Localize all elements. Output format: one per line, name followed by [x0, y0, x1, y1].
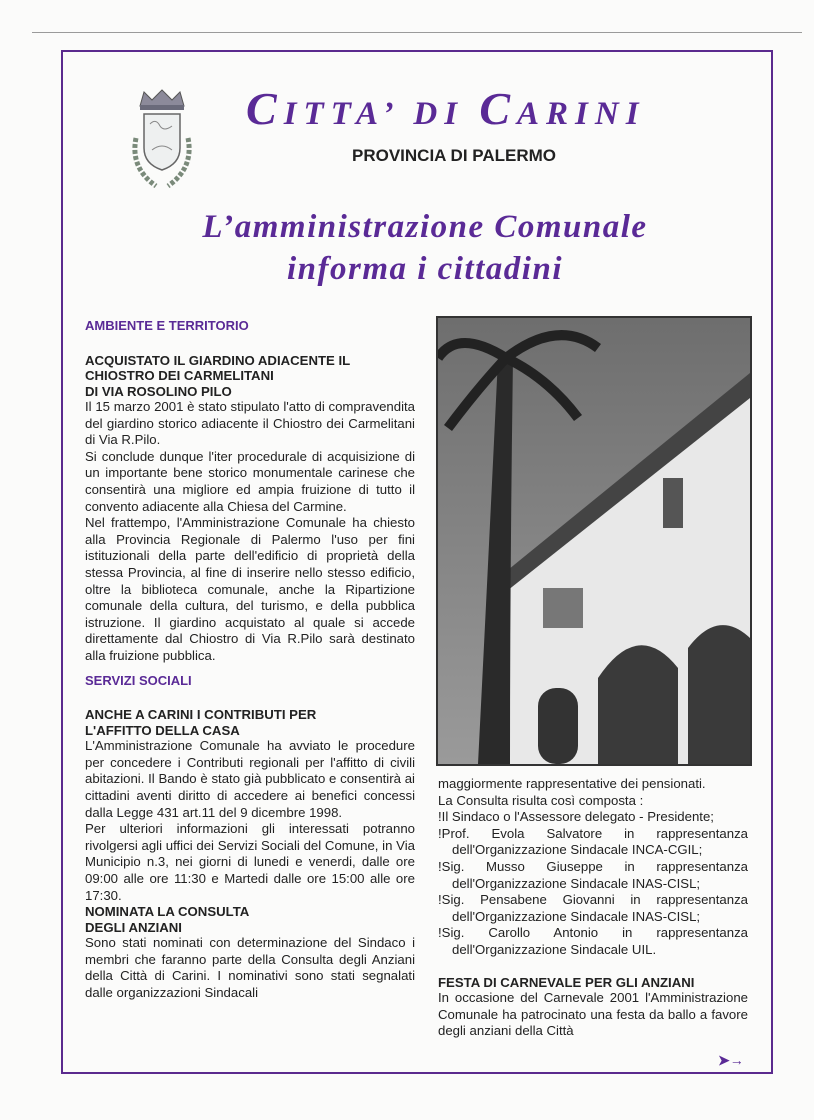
paragraph: Il 15 marzo 2001 è stato stipulato l'atto di compravendita del giardino storico adiacente il Chiostro dei Carmelitani di Via R.Pilo. [85, 399, 415, 448]
paragraph: In occasione del Carnevale 2001 l'Amministrazione Comunale ha patrocinato una festa da ballo a favore degli anziani della Città [438, 990, 748, 1039]
paragraph: Nel frattempo, l'Amministrazione Comunale ha chiesto alla Provincia Regionale di Palermo l'uso per fini istituzionali della parte dell'edificio di proprietà della stessa Provincia, al fine di inserire nello stesso edificio, oltre la biblioteca comunale, anche la Ripartizione comunale della cultura, del turismo, e della pubblica istruzione. Il giardino acquistato al quale si accede direttamente dal Chiostro di Via R.Pilo sarà destinato alla fruizione pubblica. [85, 515, 415, 663]
headline-line: informa i cittadini [286, 251, 564, 287]
coat-of-arms-icon [126, 88, 198, 194]
article-title: ANCHE A CARINI I CONTRIBUTI PER [85, 707, 317, 723]
paragraph: Si conclude dunque l'iter procedurale di acquisizione di un importante bene storico monumentale carinese che consentirà una migliore ed ampia fruizione di tutto il convento adiacente alla Chiesa del Carmine. [85, 448, 415, 514]
paragraph: maggiormente rappresentative dei pensionati. [438, 776, 706, 791]
article-title: DI VIA ROSOLINO PILO [85, 383, 232, 399]
article-title: CHIOSTRO DEI CARMELITANI [85, 368, 274, 384]
list-item: !Sig. Carollo Antonio in rappresentanza dell'Organizzazione Sindacale UIL. [438, 925, 748, 957]
cloister-photo [436, 316, 752, 766]
list-item: !Prof. Evola Salvatore in rappresentanza dell'Organizzazione Sindacale INCA-CGIL; [438, 825, 748, 858]
province-subtitle: PROVINCIA DI PALERMO [352, 146, 557, 165]
paragraph: La Consulta risulta così composta : [438, 792, 644, 808]
article-title: DEGLI ANZIANI [85, 919, 182, 935]
section-heading: SERVIZI SOCIALI [85, 672, 192, 688]
article-title: NOMINATA LA CONSULTA [85, 904, 250, 920]
list-item: !Sig. Pensabene Giovanni in rappresentanza dell'Organizzazione Sindacale INAS-CISL; [438, 892, 748, 924]
paragraph: L'Amministrazione Comunale ha avviato le procedure per concedere i Contributi regionali per l'affitto di civili abitazioni. Il Bando è stato già pubblicato e consentirà ai cittadini aventi diritto di accedere ai benefici concessi dalla Legge 431 art.11 del 9 dicembre 1998. [85, 738, 415, 820]
cloister-photo-image [438, 318, 750, 764]
headline [120, 206, 730, 290]
headline-line: L’amministrazione Comunale [202, 209, 648, 245]
left-column [85, 318, 415, 1002]
list-item: !Il Sindaco o l'Assessore delegato - Presidente; [438, 809, 714, 825]
article-title: FESTA DI CARNEVALE PER GLI ANZIANI [438, 974, 695, 990]
article-title: ACQUISTATO IL GIARDINO ADIACENTE IL [85, 352, 351, 368]
list-item: !Sig. Musso Giuseppe in rappresentanza dell'Organizzazione Sindacale INAS-CISL; [438, 858, 748, 891]
paragraph: Per ulteriori informazioni gli interessati potranno rivolgersi agli uffici dei Servizi Sociali del Comune, in Via Municipio n.3, nei giorni di lunedi e venerdi, dalle ore 09:00 alle ore 11:30 e Martedi dalle ore 15:00 alle ore 17:30. [85, 821, 415, 903]
paragraph: Sono stati nominati con determinazione del Sindaco i membri che faranno parte della Consulta degli Anziani della Città di Carini. I nominativi sono stati segnalati dalle organizzazioni Sindacali [85, 935, 415, 1000]
article-title: L'AFFITTO DELLA CASA [85, 722, 240, 738]
section-heading: AMBIENTE E TERRITORIO [85, 318, 249, 333]
city-title: CITTA’ DI CARINI [246, 83, 646, 134]
scan-top-line [32, 32, 802, 33]
arrow-right-icon: ➤→ [718, 1052, 744, 1068]
right-column [438, 776, 748, 1040]
